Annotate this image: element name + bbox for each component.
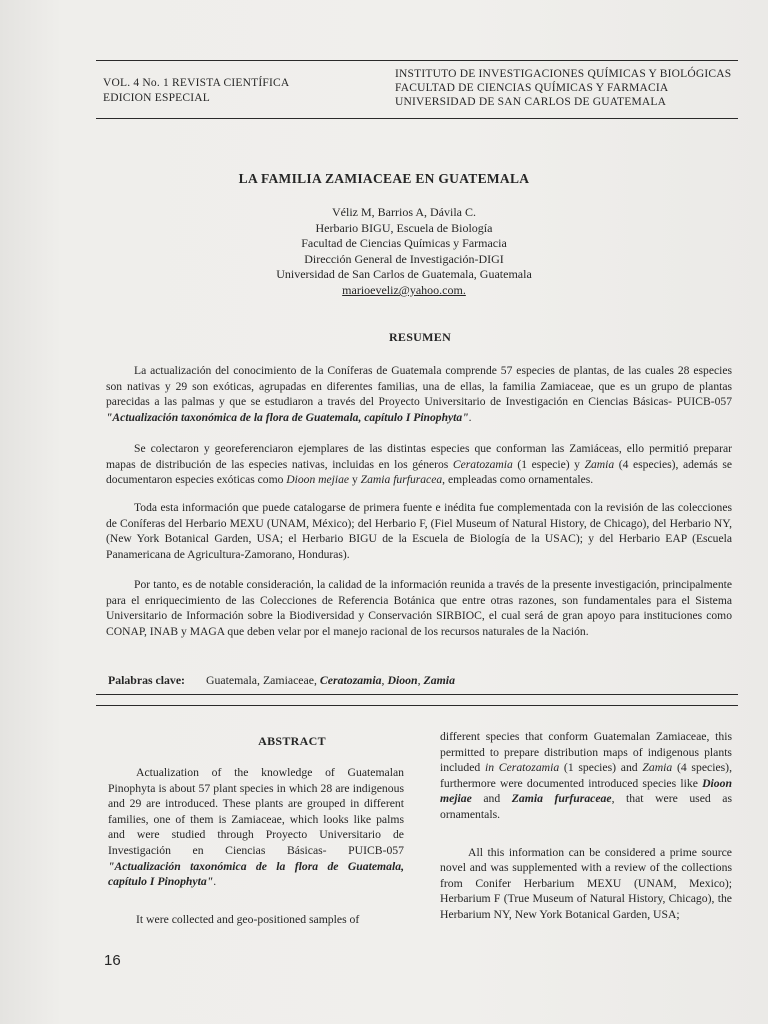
resumen-p2-text-e: (4 especies), además se documentaron especies exóticas como — [106, 457, 732, 487]
abstract-left-column — [108, 765, 404, 927]
abstract-r1-text-a: different species that conform Guatemalan Zamiaceae, this permitted to prepare distribution maps of indigenous plants included — [440, 730, 732, 775]
resumen-paragraph-3: Toda esta información que puede catalogarse de primera fuente e inédita fue complementada con la revisión de las colecciones de Coníferas del Herbario MEXU (UNAM, México); del Herbario F, (Fiel Museum of Natural History, de Chicago), del Herbario NY, (New York Botanical Garden, USA; el Herbario BIGU de la Escuela de Biología de la USAC); y del Herbario EAP (Escuela Panamericana de Agricultura-Zamorano, Honduras). — [106, 501, 732, 561]
genus-ceratozamia: Ceratozamia — [452, 457, 513, 471]
affiliation-herbarium: Herbario BIGU, Escuela de Biología — [315, 220, 493, 235]
section-divider-rule — [96, 694, 738, 695]
resumen-body-4 — [106, 577, 732, 639]
abstract-r1-text-e: (4 species), furthermore were documented introduced species like — [440, 761, 732, 790]
resumen-body-3 — [106, 500, 732, 562]
keywords-plain: Guatemala, Zamiaceae, — [205, 673, 320, 687]
genus-zamia: Zamia — [584, 457, 615, 471]
journal-edition: EDICION ESPECIAL — [103, 92, 211, 104]
affiliation-digi: Dirección General de Investigación-DIGI — [304, 251, 504, 266]
resumen-body-2 — [106, 441, 732, 488]
keyword-separator: , — [381, 673, 388, 687]
keyword-separator: , — [417, 673, 424, 687]
resumen-p1-project-title: "Actualización taxonómica de la flora de Guatemala, capítulo I Pinophyta" — [106, 410, 469, 424]
resumen-p1-end: . — [468, 410, 472, 424]
journal-volume: VOL. 4 No. 1 REVISTA CIENTÍFICA — [103, 77, 290, 89]
affiliation-university: Universidad de San Carlos de Guatemala, Guatemala — [276, 267, 532, 282]
resumen-heading: RESUMEN — [388, 330, 452, 344]
abstract-right-column — [440, 729, 732, 923]
abstract-species-zamia-furfuraceae: Zamia furfuraceae — [511, 792, 612, 806]
abstract-species-dioon-mejiae: Dioon mejiae — [440, 776, 732, 806]
abstract-genus-zamia: Zamia — [642, 761, 673, 775]
institution-info — [395, 67, 731, 109]
journal-info — [103, 76, 289, 106]
faculty-name: FACULTAD DE CIENCIAS QUÍMICAS Y FARMACIA — [395, 82, 669, 94]
university-name: UNIVERSIDAD DE SAN CARLOS DE GUATEMALA — [395, 96, 667, 108]
resumen-paragraph-4: Por tanto, es de notable consideración, la calidad de la información reunida a través de la presente investigación, principalmente para el enriquecimiento de las Colecciones de Referencia Botánica que entre otras razones, son fundamentales para el Sistema Universitario de Información sobre la Biodiversidad y Conservación SIRBIOC, el cual será de gran apoyo para instituciones como CONAP, INAB y MAGA que deben velar por el manejo racional de los recursos naturales de la Nación. — [106, 578, 732, 638]
abstract-paragraph-4: All this information can be considered a prime source novel and was supplemented with a review of the collections from Conifer Herbarium MEXU (UNAM, Mexico); Herbarium F (True Museum of Natural History, Chicago), the Herbarium NY, New York Botanical Garden, USA; — [440, 845, 732, 921]
resumen-p2-text-a: Se colectaron y georeferenciaron ejemplares de las distintas especies que conforman las Zamiáceas, ello permitió preparar mapas de distribución de las especies nativas, incluidas en los géneros — [106, 442, 732, 471]
page-number: 16 — [104, 952, 121, 969]
header-bottom-rule — [96, 118, 738, 119]
affiliation-faculty: Facultad de Ciencias Químicas y Farmacia — [301, 236, 507, 251]
header-top-rule — [96, 60, 738, 61]
article-title: LA FAMILIA ZAMIACEAE EN GUATEMALA — [238, 171, 530, 186]
resumen-p2-text-i: , empleadas como ornamentales. — [442, 473, 594, 487]
author-email-link[interactable]: marioeveliz@yahoo.com. — [342, 282, 466, 297]
resumen-paragraph-1 — [106, 363, 732, 425]
keyword-ceratozamia: Ceratozamia — [319, 673, 382, 687]
abstract-paragraph-2: It were collected and geo-positioned samples of — [136, 912, 360, 926]
abstract-paragraph-3 — [440, 729, 732, 823]
abstract-p1-end: . — [213, 875, 217, 889]
species-dioon-mejiae: Dioon mejiae — [286, 473, 350, 487]
abstract-genus-ceratozamia: in Ceratozamia — [484, 761, 560, 775]
keyword-dioon: Dioon — [387, 673, 418, 687]
abstract-heading: ABSTRACT — [258, 734, 326, 748]
author-names: Véliz M, Barrios A, Dávila C. — [332, 205, 476, 219]
keywords-line — [108, 673, 455, 688]
section-divider-rule-thin — [96, 705, 738, 706]
abstract-paragraph-1 — [108, 765, 404, 890]
abstract-r1-text-c: (1 species) and — [559, 761, 643, 775]
resumen-paragraph-2 — [106, 441, 732, 488]
keywords-label: Palabras clave: — [108, 673, 185, 687]
keywords-terms — [206, 673, 455, 687]
resumen-p1-text: La actualización del conocimiento de la Coníferas de Guatemala comprende 57 especies de plantas, de las cuales 28 especies son nativas y 29 son exóticas, agrupadas en diferentes familias, una de ellas, la familia Zamiaceae, que es un grupo de plantas parecidas a las palmas y que se estudiaron a través del Proyecto Universitario de Investigación en Ciencias Básicas- PUICB-057 — [106, 364, 732, 409]
abstract-r1-text-i: , that were used as ornamentals. — [440, 792, 732, 821]
resumen-p2-text-g: y — [349, 473, 361, 487]
keyword-zamia: Zamia — [423, 673, 455, 687]
abstract-p1-project-title: "Actualización taxonómica de la flora de Guatemala, capítulo I Pinophyta" — [108, 859, 404, 889]
institute-name: INSTITUTO DE INVESTIGACIONES QUÍMICAS Y BIOLÓGICAS — [395, 68, 732, 80]
abstract-p1-text: Actualization of the knowledge of Guatemalan Pinophyta is about 57 plant species in which 28 are indigenous and 29 are introduced. These plants are grouped in different families, one of them is Zamiaceae, which looks like palms and were studied through Proyecto Universitario de Investigación en Ciencias Básicas- PUICB-057 — [108, 766, 404, 857]
resumen-p2-text-c: (1 especie) y — [512, 457, 585, 471]
resumen-body — [106, 363, 732, 425]
species-zamia-furfuracea: Zamia furfuracea — [360, 473, 443, 487]
author-block — [0, 205, 768, 299]
abstract-r1-text-g: and — [471, 792, 512, 806]
